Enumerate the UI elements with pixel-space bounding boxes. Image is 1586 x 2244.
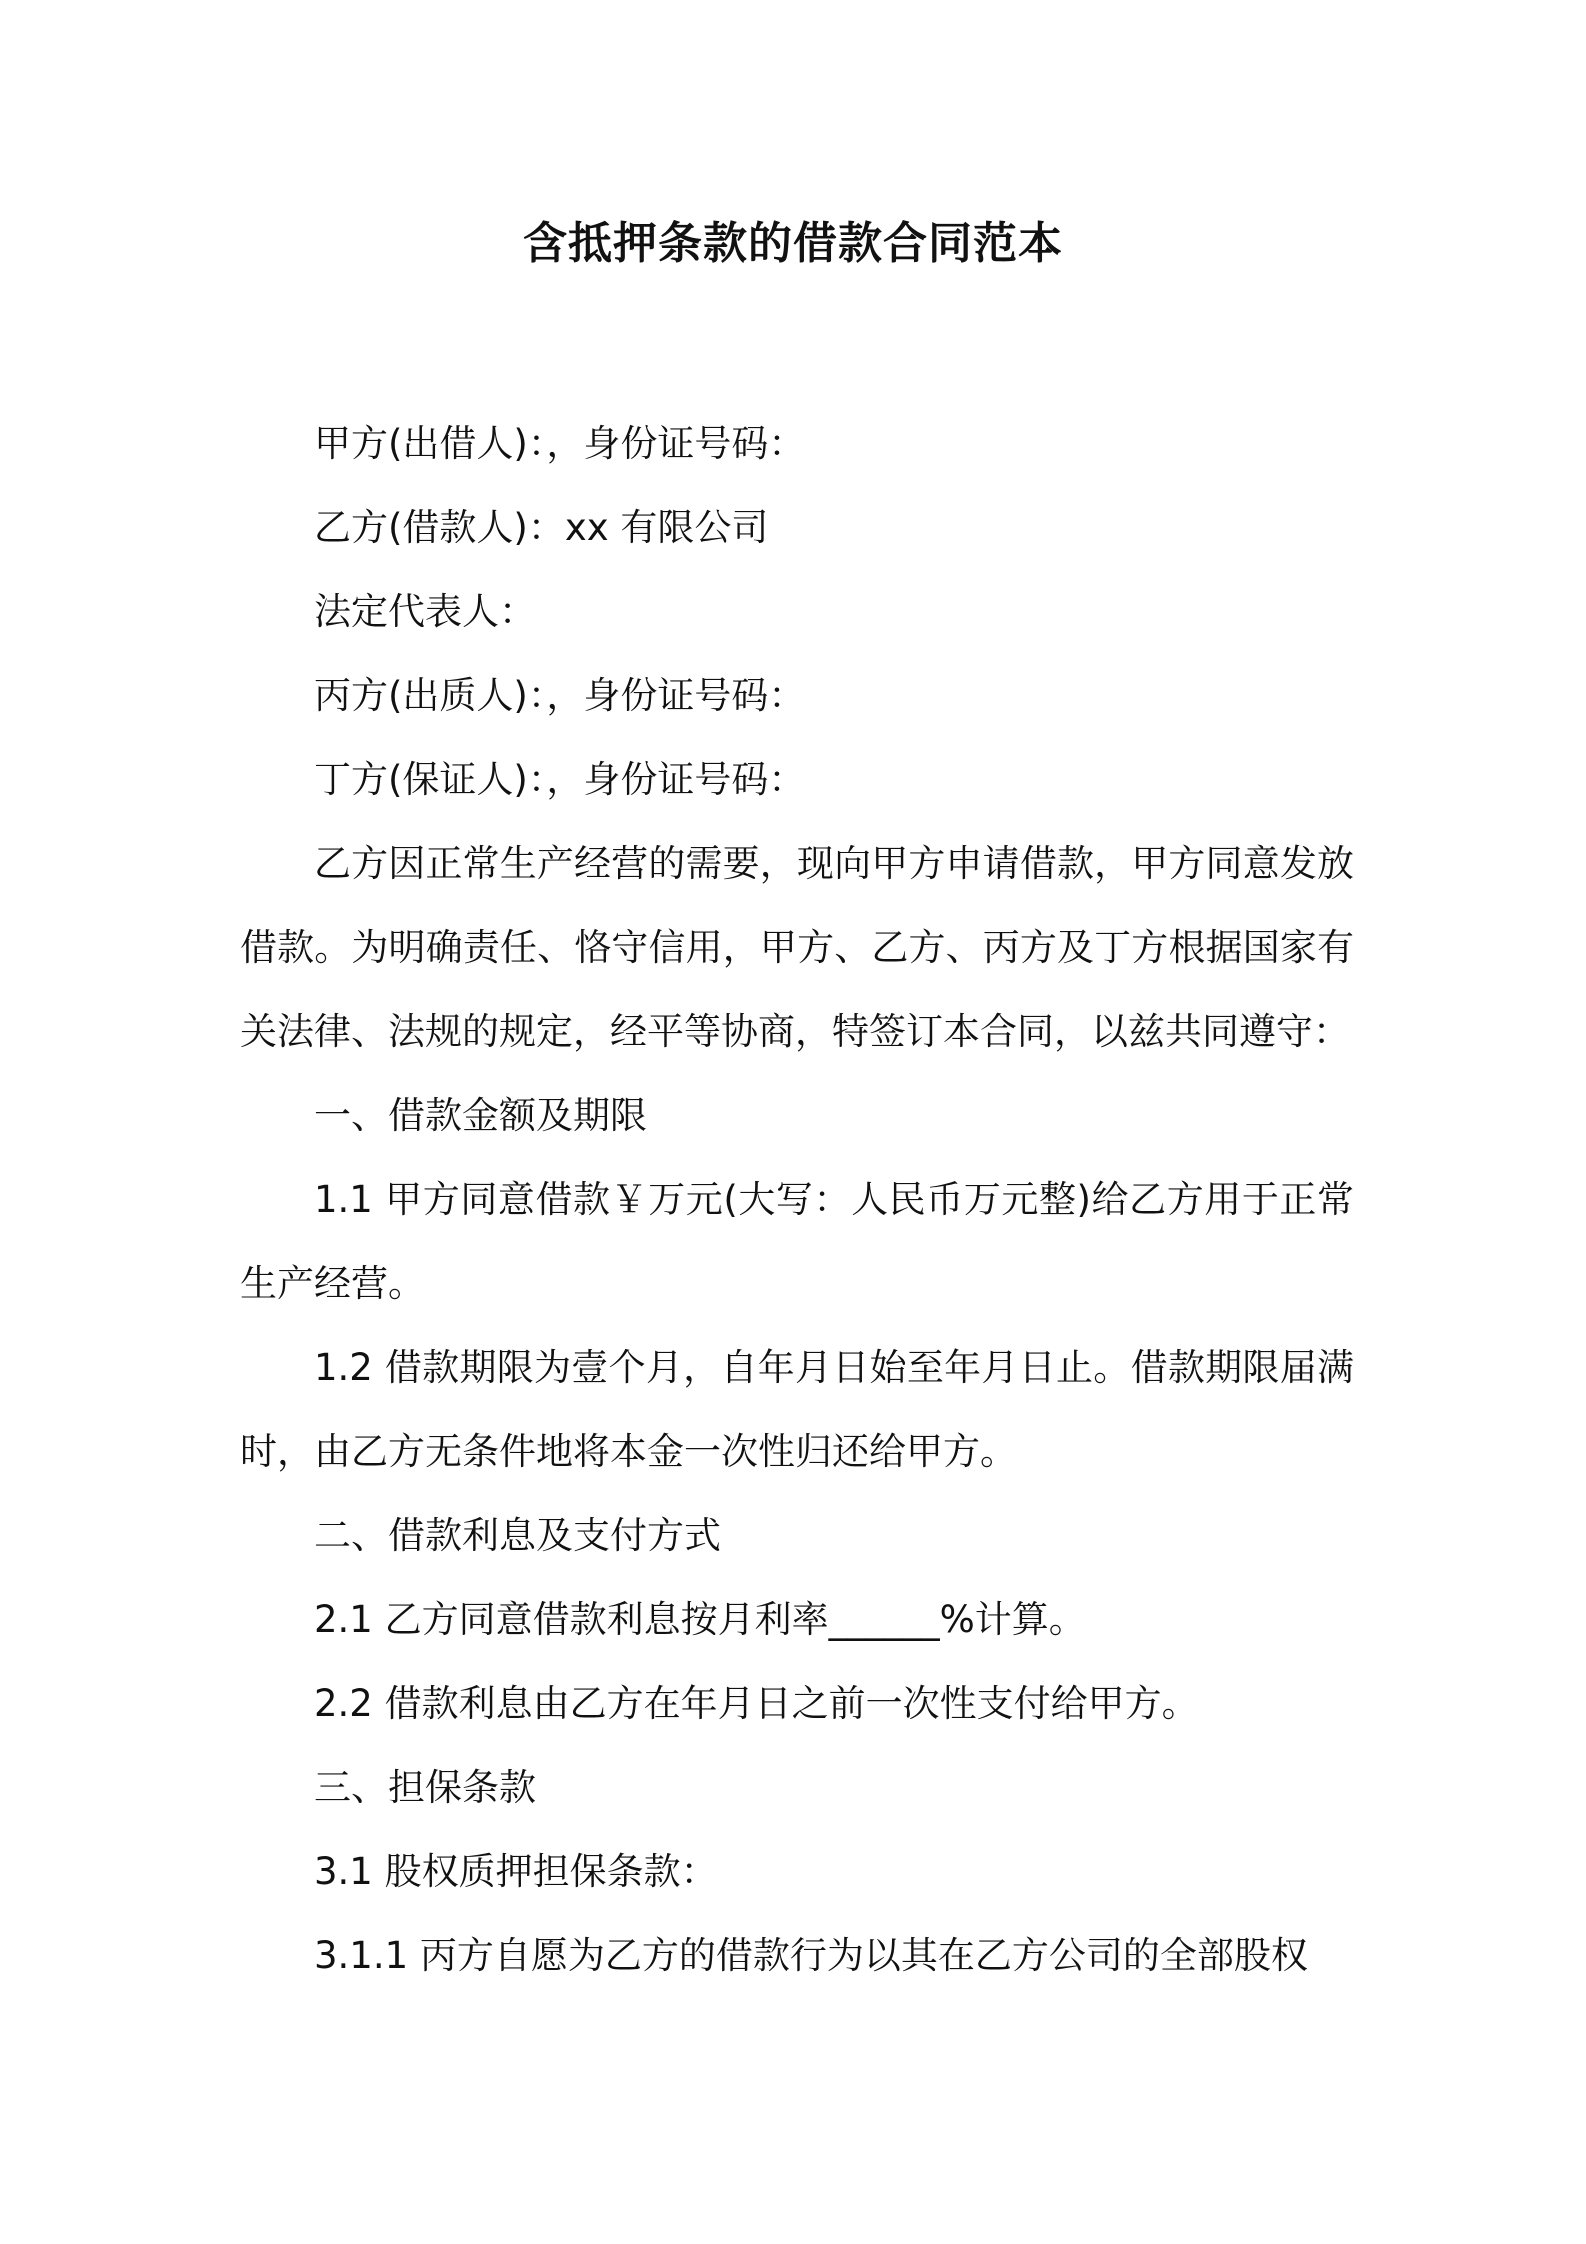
party-c-line: 丙方(出质人)：，身份证号码： bbox=[314, 674, 806, 717]
section-2-heading: 二、借款利息及支付方式 bbox=[314, 1514, 721, 1557]
preamble-paragraph: 乙方因正常生产经营的需要，现向甲方申请借款，甲方同意发放借款。为明确责任、恪守信用，甲方、乙方、丙方及丁方根据国家有关法律、法规的规定，经平等协商，特签订本合同，以兹共同遵守： bbox=[240, 842, 1354, 1053]
clause-1-1: 1.1 甲方同意借款￥万元(大写：人民币万元整)给乙方用于正常生产经营。 bbox=[240, 1178, 1354, 1305]
clause-1-2: 1.2 借款期限为壹个月，自年月日始至年月日止。借款期限届满时，由乙方无条件地将本金一次性归还给甲方。 bbox=[240, 1346, 1354, 1473]
party-b-line: 乙方(借款人)：xx 有限公司 bbox=[314, 506, 769, 549]
contract-body bbox=[240, 402, 1354, 1998]
party-a-line: 甲方(出借人)：，身份证号码： bbox=[314, 422, 806, 465]
clause-2-1: 2.1 乙方同意借款利息按月利率______%计算。 bbox=[314, 1598, 1086, 1641]
clause-3-1-1: 3.1.1 丙方自愿为乙方的借款行为以其在乙方公司的全部股权 bbox=[314, 1934, 1308, 1977]
section-3-heading: 三、担保条款 bbox=[314, 1766, 536, 1809]
section-1-heading: 一、借款金额及期限 bbox=[314, 1094, 647, 1137]
document-title: 含抵押条款的借款合同范本 bbox=[523, 218, 1063, 269]
clause-2-2: 2.2 借款利息由乙方在年月日之前一次性支付给甲方。 bbox=[314, 1682, 1199, 1725]
party-d-line: 丁方(保证人)：，身份证号码： bbox=[314, 758, 806, 801]
legal-representative-line: 法定代表人： bbox=[314, 590, 536, 633]
clause-3-1: 3.1 股权质押担保条款： bbox=[314, 1850, 718, 1893]
